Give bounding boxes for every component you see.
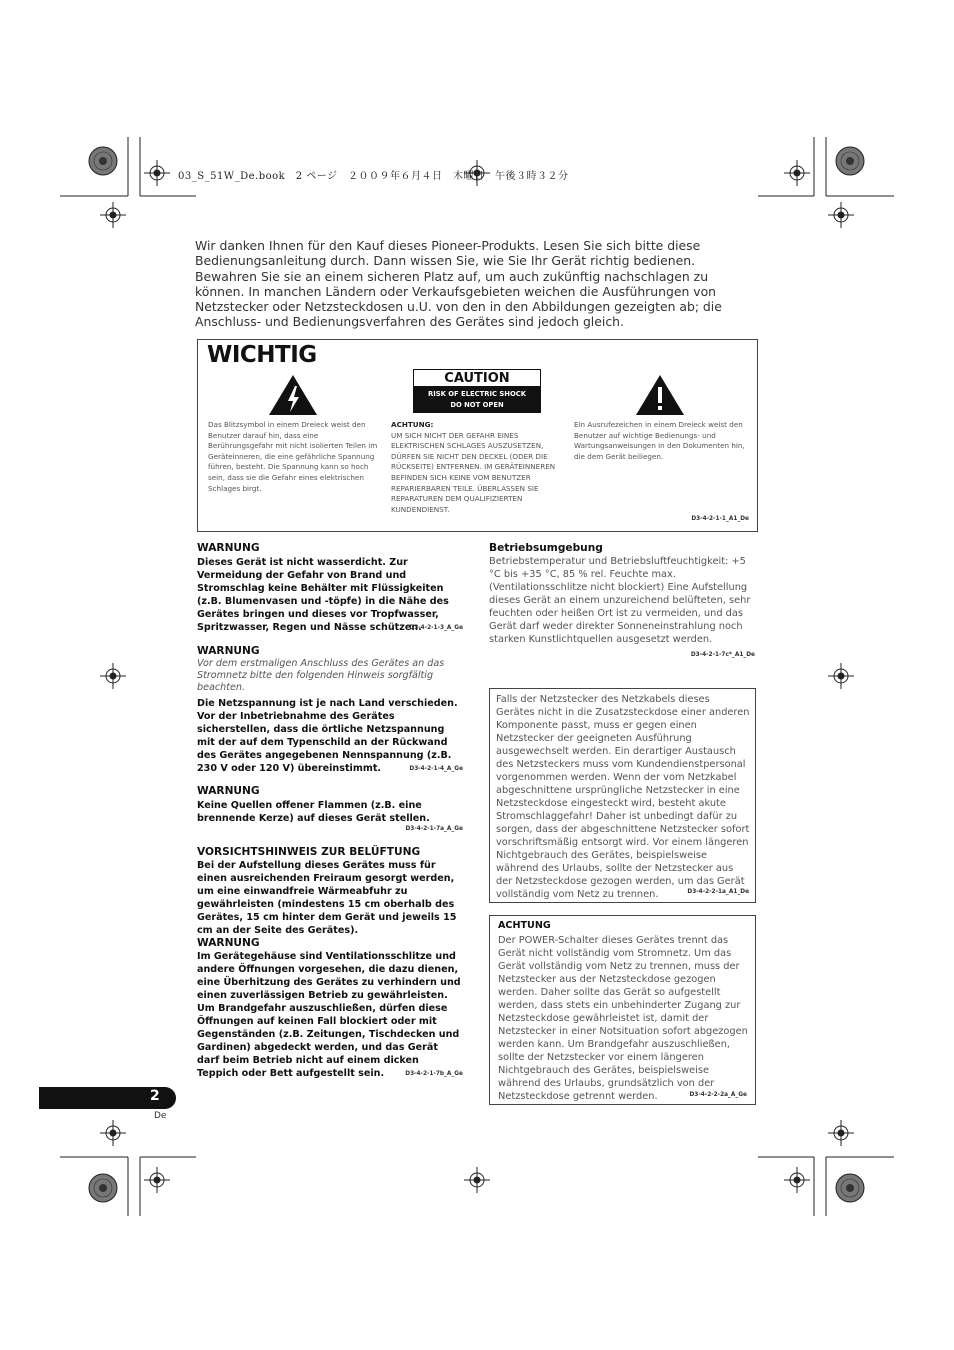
belueftung-title: VORSICHTSHINWEIS ZUR BELÜFTUNG xyxy=(197,846,421,858)
page-number: 2 xyxy=(150,1088,160,1104)
netzstecker-code: D3-4-2-2-1a_A1_De xyxy=(687,889,749,895)
betriebsumgebung-text: Betriebstemperatur und Betriebsluftfeuchtigkeit: +5 °C bis +35 °C, 85 % rel. Feuchte max. (Ventilationsschlitze nicht blockiert) Eine Aufstellung dieses Gerät an einem unzureichend belüfteten, sehr feuchten oder heißen Ort ist zu vermeiden, und das Gerät darf weder direkter Sonneneinstrahlung noch starken Kunstlichtquellen ausgesetzt werden. xyxy=(489,556,751,645)
betriebsumgebung-code: D3-4-2-1-7c*_A1_De xyxy=(690,652,755,658)
caution-sub-line-1: RISK OF ELECTRIC SHOCK xyxy=(427,390,527,398)
wichtig-code: D3-4-2-1-1_A1_De xyxy=(691,516,749,522)
achtung-block xyxy=(391,420,563,515)
intro-paragraph: Wir danken Ihnen für den Kauf dieses Pioneer-Produkts. Lesen Sie sich bitte diese Bedienungsanleitung durch. Dann wissen Sie, wie Sie Ihr Gerät richtig bedienen. Bewahren Sie sie an einem sicheren Platz auf, um auch zukünftig nachschlagen zu können. In manchen Ländern oder Verkaufsgebieten weichen die Ausführungen von Netzstecker oder Netzsteckdosen u.U. von den in den Abbildungen gezeigten ab; die Anschluss- und Bedienungsverfahren des Gerätes sind jedoch gleich. xyxy=(195,238,722,330)
achtung-label: ACHTUNG: xyxy=(391,420,434,429)
warnung-4-title: WARNUNG xyxy=(197,937,260,949)
warnung-4-text: Im Gerätegehäuse sind Ventilationsschlitze und andere Öffnungen vorgesehen, die dazu dienen, eine Überhitzung des Gerätes zu verhindern und einen zuverlässigen Betrieb zu gewährleisten. Um Brandgefahr auszuschließen, dürfen diese Öffnungen auf keinen Fall blockiert oder mit Gegenständen (z.B. Zeitungen, Tischdecken und Gardinen) abgedeckt werden, und das Gerät darf beim Betrieb nicht auf einem dicken Teppich oder Bett aufgestellt sein. xyxy=(197,951,461,1079)
caution-label xyxy=(413,369,541,415)
lightning-description: Das Blitzsymbol in einem Dreieck weist den Benutzer darauf hin, dass eine Berührungsgefahr mit nicht isolierten Teilen im Geräteinneren, die eine gefährliche Spannung führen, besteht. Die Spannung kann so hoch sein, dass sie die Gefahr eines elektrischen Schlages birgt. xyxy=(208,420,378,493)
betriebsumgebung-title: Betriebsumgebung xyxy=(489,542,603,554)
exclamation-description: Ein Ausrufezeichen in einem Dreieck weist den Benutzer auf wichtige Bedienungs- und Wartungsanweisungen in den Dokumenten hin, die dem Gerät beiliegen. xyxy=(574,420,745,461)
warnung-2-code: D3-4-2-1-4_A_Ge xyxy=(409,766,463,772)
left-column xyxy=(197,542,463,1077)
warnung-3-title: WARNUNG xyxy=(197,785,260,797)
netzstecker-box xyxy=(489,688,756,903)
warnung-3-text: Keine Quellen offener Flammen (z.B. eine brennende Kerze) auf dieses Gerät stellen. xyxy=(197,800,430,824)
file-header: 03_S_51W_De.book 2 ページ ２００９年６月４日 木曜日 午後３時３２分 xyxy=(178,171,569,182)
warnung-3-code: D3-4-2-1-7a_A_Ge xyxy=(405,826,463,832)
warnung-2-intro: Vor dem erstmaligen Anschluss des Gerätes an das Stromnetz bitte den folgenden Hinweis sorgfältig beachten. xyxy=(197,658,445,693)
achtung-text: UM SICH NICHT DER GEFAHR EINES ELEKTRISCHEN SCHLAGES AUSZUSETZEN, DÜRFEN SIE NICHT DEN DECKEL (ODER DIE RÜCKSEITE) ENTFERNEN. IM GERÄTEINNEREN BEFINDEN SICH KEINE VOM BENUTZER REPARIERBAREN TEILE. ÜBERLASSEN SIE REPARATUREN DEM QUALIFIZIERTEN KUNDENDIENST. xyxy=(391,430,556,514)
betriebsumgebung-section xyxy=(489,542,755,658)
wichtig-title: WICHTIG xyxy=(207,342,317,368)
caution-subtitle xyxy=(413,387,541,413)
warnung-1-title: WARNUNG xyxy=(197,542,260,554)
achtung-box-code: D3-4-2-2-2a_A_Ge xyxy=(689,1092,747,1098)
achtung-box-text: Der POWER-Schalter dieses Gerätes trennt das Gerät nicht vollständig vom Stromnetz. Um das Gerät vollständig vom Netz zu trennen, muss der Netzstecker aus der Netzsteckdose gezogen werden. Daher sollte das Gerät so aufgestellt werden, dass stets ein unbehinderter Zugang zur Netzsteckdose gewährleistet ist, damit der Netzstecker in einer Notsituation sofort abgezogen werden kann. Um Brandgefahr auszuschließen, sollte der Netzstecker vor einem längeren Nichtgebrauch des Gerätes, beispielsweise während des Urlaubs, grundsätzlich von der Netzsteckdose getrennt werden. xyxy=(498,935,748,1102)
belueftung-text: Bei der Aufstellung dieses Gerätes muss für einen ausreichenden Freiraum gesorgt werden, um eine einwandfreie Wärmeabfuhr zu gewährleisten (mindestens 15 cm oberhalb des Gerätes, 15 cm hinter dem Gerät und jeweils 15 cm an der Seite des Gerätes). xyxy=(197,860,457,936)
warnung-2-title: WARNUNG xyxy=(197,645,260,657)
caution-title: CAUTION xyxy=(413,369,541,387)
warnung-1-text: Dieses Gerät ist nicht wasserdicht. Zur Vermeidung der Gefahr von Brand und Stromschlag keine Behälter mit Flüssigkeiten (z.B. Blumenvasen und -töpfe) in die Nähe des Gerätes bringen und dieses vor Tropfwasser, Spritzwasser, Regen und Nässe schützen. xyxy=(197,557,449,633)
achtung-box-title: ACHTUNG xyxy=(498,920,551,931)
netzstecker-text: Falls der Netzstecker des Netzkabels dieses Gerätes nicht in die Zusatzsteckdose einer anderen Komponente passt, muss er gegen einen Netzstecker der geeigneten Ausführung ausgewechselt werden. Ein derartiger Austausch des Netzsteckers muss vom Kundendienstpersonal vorgenommen werden. Wenn der vom Netzkabel abgeschnittene ursprüngliche Netzstecker in eine Netzsteckdose eingesteckt wird, besteht akute Stromschlaggefahr! Daher ist unbedingt dafür zu sorgen, dass der abgeschnittene Netzstecker sofort vorschriftsmäßig entsorgt wird. Vor einem längeren Nichtgebrauch des Gerätes, beispielsweise während des Urlaubs, sollte der Netzstecker aus der Netzsteckdose gezogen werden, um das Gerät vollständig vom Netz zu trennen. xyxy=(496,694,750,900)
warnung-1-code: D3-4-2-1-3_A_Ge xyxy=(409,625,463,631)
exclamation-warning-icon xyxy=(635,374,685,416)
achtung-box xyxy=(489,915,756,1105)
warnung-2-text: Die Netzspannung ist je nach Land verschieden. Vor der Inbetriebnahme des Gerätes sicherstellen, dass die örtliche Netzspannung mit der auf dem Typenschild an der Rückwand des Gerätes angegebenen Nennspannung (z.B. 230 V oder 120 V) übereinstimmt. xyxy=(197,698,458,774)
page-language: De xyxy=(154,1111,167,1121)
warnung-4-code: D3-4-2-1-7b_A_Ge xyxy=(405,1071,463,1077)
lightning-warning-icon xyxy=(268,374,318,416)
caution-sub-line-2: DO NOT OPEN xyxy=(450,401,504,409)
